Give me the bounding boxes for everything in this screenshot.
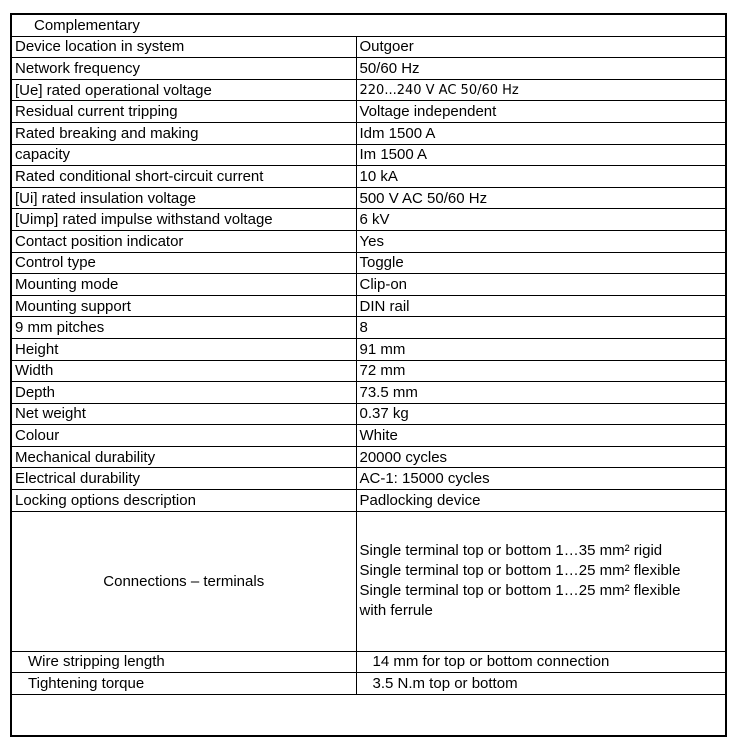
table-row bbox=[11, 36, 726, 58]
row-label: Height bbox=[11, 338, 356, 360]
spec-sheet bbox=[10, 13, 727, 737]
row-label: Mounting support bbox=[11, 295, 356, 317]
table-row bbox=[11, 58, 726, 80]
table-row bbox=[11, 651, 726, 673]
spec-table bbox=[10, 13, 727, 737]
row-label: Net weight bbox=[11, 403, 356, 425]
empty-cell bbox=[11, 694, 726, 736]
table-row bbox=[11, 403, 726, 425]
row-label: Width bbox=[11, 360, 356, 382]
table-row bbox=[11, 252, 726, 274]
table-row bbox=[11, 360, 726, 382]
table-row bbox=[11, 338, 726, 360]
row-value: 8 bbox=[356, 317, 726, 339]
row-label: Tightening torque bbox=[11, 673, 356, 695]
section-header-row bbox=[11, 14, 726, 36]
row-label: Locking options description bbox=[11, 490, 356, 512]
row-label: Contact position indicator bbox=[11, 230, 356, 252]
row-value: 3.5 N.m top or bottom bbox=[356, 673, 726, 695]
empty-clipped-row bbox=[11, 694, 726, 736]
row-value: Im 1500 A bbox=[356, 144, 726, 166]
row-label: Depth bbox=[11, 382, 356, 404]
row-label: Mechanical durability bbox=[11, 446, 356, 468]
table-row bbox=[11, 122, 726, 144]
connections-value-line: Single terminal top or bottom 1…25 mm² flexible bbox=[359, 582, 681, 600]
row-label: Residual current tripping bbox=[11, 101, 356, 123]
row-value: Padlocking device bbox=[356, 490, 726, 512]
row-label: capacity bbox=[11, 144, 356, 166]
row-value: Yes bbox=[356, 230, 726, 252]
row-value: 14 mm for top or bottom connection bbox=[356, 651, 726, 673]
table-row bbox=[11, 490, 726, 512]
row-value: Idm 1500 A bbox=[356, 122, 726, 144]
row-value: Voltage independent bbox=[356, 101, 726, 123]
table-row bbox=[11, 673, 726, 695]
connections-terminals-row bbox=[11, 511, 726, 651]
row-value: 10 kA bbox=[356, 166, 726, 188]
table-row bbox=[11, 166, 726, 188]
row-value: 73.5 mm bbox=[356, 382, 726, 404]
table-row bbox=[11, 187, 726, 209]
table-row bbox=[11, 274, 726, 296]
row-label: Colour bbox=[11, 425, 356, 447]
row-label: [Ui] rated insulation voltage bbox=[11, 187, 356, 209]
table-row bbox=[11, 317, 726, 339]
table-row bbox=[11, 468, 726, 490]
connections-value-line: Single terminal top or bottom 1…35 mm² rigid bbox=[359, 542, 663, 560]
table-row bbox=[11, 382, 726, 404]
table-row bbox=[11, 144, 726, 166]
row-value: 72 mm bbox=[356, 360, 726, 382]
table-row bbox=[11, 446, 726, 468]
row-value: 6 kV bbox=[356, 209, 726, 231]
table-row bbox=[11, 295, 726, 317]
row-value: 220...240 V AC 50/60 Hz bbox=[356, 79, 726, 101]
section-header: Complementary bbox=[11, 14, 726, 36]
table-row bbox=[11, 209, 726, 231]
row-value: White bbox=[356, 425, 726, 447]
row-label: Rated conditional short-circuit current bbox=[11, 166, 356, 188]
table-row bbox=[11, 101, 726, 123]
row-label: [Uimp] rated impulse withstand voltage bbox=[11, 209, 356, 231]
row-label: Network frequency bbox=[11, 58, 356, 80]
row-value: DIN rail bbox=[356, 295, 726, 317]
row-label: Control type bbox=[11, 252, 356, 274]
row-label: Device location in system bbox=[11, 36, 356, 58]
connections-value-line: with ferrule bbox=[359, 602, 433, 620]
row-label: 9 mm pitches bbox=[11, 317, 356, 339]
row-value: Clip-on bbox=[356, 274, 726, 296]
row-value: Outgoer bbox=[356, 36, 726, 58]
row-value: Toggle bbox=[356, 252, 726, 274]
row-label: Mounting mode bbox=[11, 274, 356, 296]
row-label: Rated breaking and making bbox=[11, 122, 356, 144]
row-value: 91 mm bbox=[356, 338, 726, 360]
table-row bbox=[11, 230, 726, 252]
row-value bbox=[356, 511, 726, 651]
row-value: 500 V AC 50/60 Hz bbox=[356, 187, 726, 209]
table-row bbox=[11, 79, 726, 101]
row-value: 0.37 kg bbox=[356, 403, 726, 425]
row-value: 20000 cycles bbox=[356, 446, 726, 468]
row-label: Connections – terminals bbox=[11, 511, 356, 651]
row-value: 50/60 Hz bbox=[356, 58, 726, 80]
row-label: Electrical durability bbox=[11, 468, 356, 490]
connections-value-line: Single terminal top or bottom 1…25 mm² flexible bbox=[359, 562, 681, 580]
table-row bbox=[11, 425, 726, 447]
row-label: [Ue] rated operational voltage bbox=[11, 79, 356, 101]
row-label: Wire stripping length bbox=[11, 651, 356, 673]
row-value: AC-1: 15000 cycles bbox=[356, 468, 726, 490]
